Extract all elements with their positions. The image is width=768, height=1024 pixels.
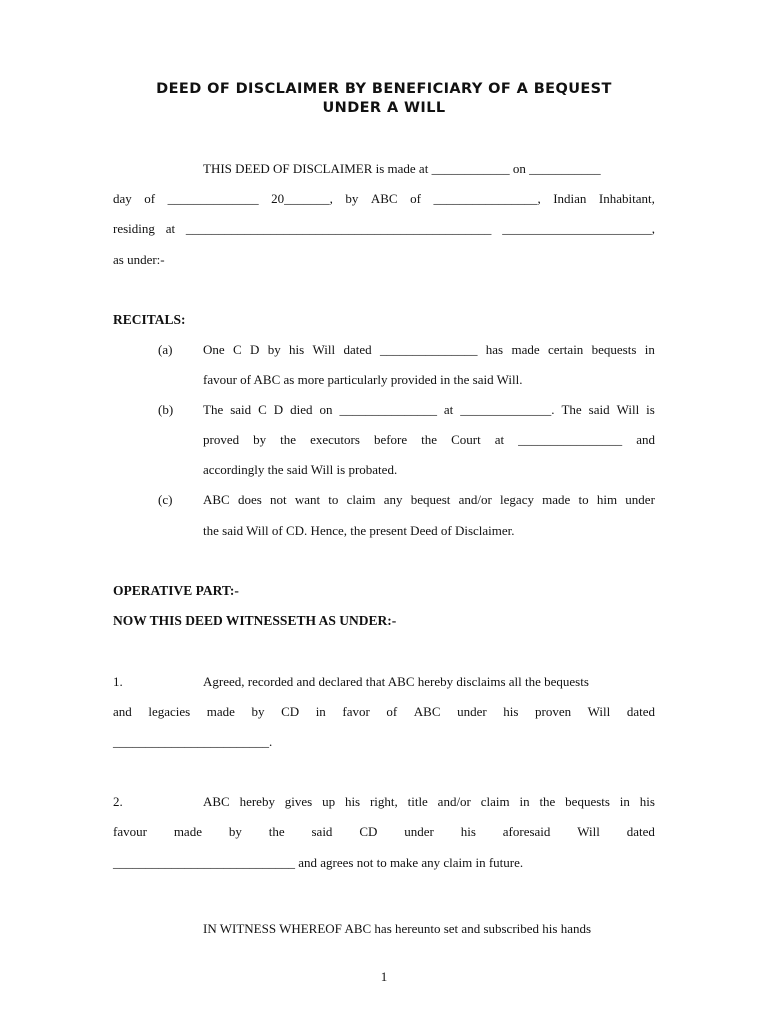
- operative-part-heading: OPERATIVE PART:-: [113, 583, 239, 598]
- word: said: [311, 824, 333, 839]
- document-title-line-1: DEED OF DISCLAIMER BY BENEFICIARY OF A BEQUEST: [156, 81, 612, 97]
- word: before: [373, 432, 408, 447]
- word: proven: [534, 704, 572, 719]
- word: hereby: [239, 794, 275, 809]
- word: want: [294, 492, 321, 507]
- word: made: [173, 824, 202, 839]
- word: aforesaid: [502, 824, 551, 839]
- word: at: [494, 432, 505, 447]
- word: _______________: [379, 342, 478, 357]
- word: of: [386, 704, 398, 719]
- word: by: [251, 704, 265, 719]
- word: CD: [359, 824, 378, 839]
- word: legacy: [500, 492, 534, 507]
- clause-1-number: 1.: [113, 674, 123, 689]
- word: dated: [343, 342, 372, 357]
- recital-b-line-2: [203, 431, 655, 449]
- word: executors: [310, 432, 360, 447]
- word: _______________________,: [502, 221, 655, 236]
- word: Will: [577, 824, 600, 839]
- word: The: [561, 402, 582, 417]
- recitals-heading: RECITALS:: [113, 312, 186, 327]
- word: said: [588, 402, 610, 417]
- word: favour: [113, 824, 147, 839]
- word: the: [280, 432, 297, 447]
- recital-b-line-3: accordingly the said Will is probated.: [203, 462, 398, 477]
- word: and/or: [458, 492, 492, 507]
- word: has: [485, 342, 504, 357]
- word: his: [289, 342, 305, 357]
- word: D: [273, 402, 284, 417]
- word: of: [144, 191, 156, 206]
- word: of: [410, 191, 421, 206]
- word: claim: [480, 794, 510, 809]
- word: ABC: [370, 191, 398, 206]
- word: residing: [113, 221, 155, 236]
- word: under: [625, 492, 655, 507]
- word: ______________: [167, 191, 259, 206]
- word: claim: [346, 492, 376, 507]
- word: Will: [312, 342, 336, 357]
- word: CD: [281, 704, 300, 719]
- word: to: [328, 492, 339, 507]
- word: at: [443, 402, 454, 417]
- word: the: [268, 824, 285, 839]
- recital-a-line-1: [203, 341, 655, 359]
- word: ABC: [203, 492, 230, 507]
- page-number: 1: [380, 969, 388, 984]
- word: C: [258, 402, 267, 417]
- word: gives: [284, 794, 313, 809]
- word: favor: [342, 704, 370, 719]
- word: his: [503, 704, 519, 719]
- word: by: [345, 191, 359, 206]
- clause-1-line-2: [113, 703, 655, 721]
- word: 20_______,: [271, 191, 333, 206]
- word: in: [315, 704, 326, 719]
- word: and: [113, 704, 132, 719]
- recital-c-line-2: the said Will of CD. Hence, the present Deed of Disclaimer.: [203, 523, 515, 538]
- word: at: [165, 221, 176, 236]
- word: bequests: [565, 794, 610, 809]
- word: in: [519, 794, 530, 809]
- word: under: [457, 704, 487, 719]
- word: Will: [616, 402, 640, 417]
- word: _______________: [339, 402, 437, 417]
- word: ________________: [518, 432, 623, 447]
- preamble-line-1: THIS DEED OF DISCLAIMER is made at ____________ on ___________: [203, 161, 601, 176]
- word: does: [237, 492, 262, 507]
- preamble-line-4: as under:-: [113, 252, 165, 267]
- word: any: [383, 492, 403, 507]
- word: by: [253, 432, 267, 447]
- word: died: [290, 402, 313, 417]
- document-title-line-2: UNDER A WILL: [322, 100, 446, 116]
- recital-b-label: (b): [158, 402, 174, 417]
- clause-1-line-1: Agreed, recorded and declared that ABC hereby disclaims all the bequests: [203, 674, 589, 689]
- word: legacies: [148, 704, 191, 719]
- word: his: [639, 794, 655, 809]
- word: to: [578, 492, 589, 507]
- word: day: [113, 191, 132, 206]
- word: by: [228, 824, 242, 839]
- word: Indian: [553, 191, 587, 206]
- word: made: [542, 492, 571, 507]
- word: title: [407, 794, 428, 809]
- recital-c-line-1: [203, 491, 655, 509]
- clause-2-line-1: [203, 793, 655, 811]
- word: and/or: [437, 794, 471, 809]
- clause-2-number: 2.: [113, 794, 123, 809]
- word: ABC: [203, 794, 230, 809]
- word: is: [646, 402, 655, 417]
- word: Court: [451, 432, 481, 447]
- word: not: [269, 492, 287, 507]
- word: right,: [369, 794, 398, 809]
- word: made: [206, 704, 235, 719]
- clause-2-line-3: ____________________________ and agrees not to make any claim in future.: [113, 855, 524, 870]
- recital-a-line-2: favour of ABC as more particularly provided in the said Will.: [203, 372, 523, 387]
- word: dated: [626, 704, 655, 719]
- word: his: [460, 824, 476, 839]
- word: One: [203, 342, 225, 357]
- word: bequest: [410, 492, 451, 507]
- word: Will: [587, 704, 611, 719]
- word: ________________,: [433, 191, 541, 206]
- word: his: [344, 794, 361, 809]
- word: ABC: [413, 704, 441, 719]
- recital-b-line-1: [203, 401, 655, 419]
- witnesseth-heading: NOW THIS DEED WITNESSETH AS UNDER:-: [113, 613, 397, 628]
- word: proved: [203, 432, 240, 447]
- word: bequests: [591, 342, 637, 357]
- word: made: [511, 342, 540, 357]
- word: the: [421, 432, 438, 447]
- word: the: [539, 794, 556, 809]
- word: D: [250, 342, 260, 357]
- word: by: [267, 342, 281, 357]
- clause-2-line-2: [113, 823, 655, 841]
- word: in: [644, 342, 655, 357]
- clause-1-line-3: ________________________.: [113, 734, 273, 749]
- word: _______________________________________________: [185, 221, 492, 236]
- preamble-line-3: [113, 220, 655, 238]
- recital-a-label: (a): [158, 342, 173, 357]
- word: ______________.: [460, 402, 555, 417]
- word: The: [203, 402, 224, 417]
- word: in: [619, 794, 630, 809]
- word: C: [233, 342, 242, 357]
- word: certain: [547, 342, 584, 357]
- witness-clause: IN WITNESS WHEREOF ABC has hereunto set and subscribed his hands: [203, 921, 592, 936]
- word: dated: [626, 824, 655, 839]
- word: under: [404, 824, 434, 839]
- word: him: [596, 492, 618, 507]
- word: said: [230, 402, 252, 417]
- word: and: [636, 432, 655, 447]
- preamble-line-2: [113, 190, 655, 208]
- recital-c-label: (c): [158, 492, 173, 507]
- word: Inhabitant,: [598, 191, 655, 206]
- word: up: [322, 794, 336, 809]
- word: on: [319, 402, 333, 417]
